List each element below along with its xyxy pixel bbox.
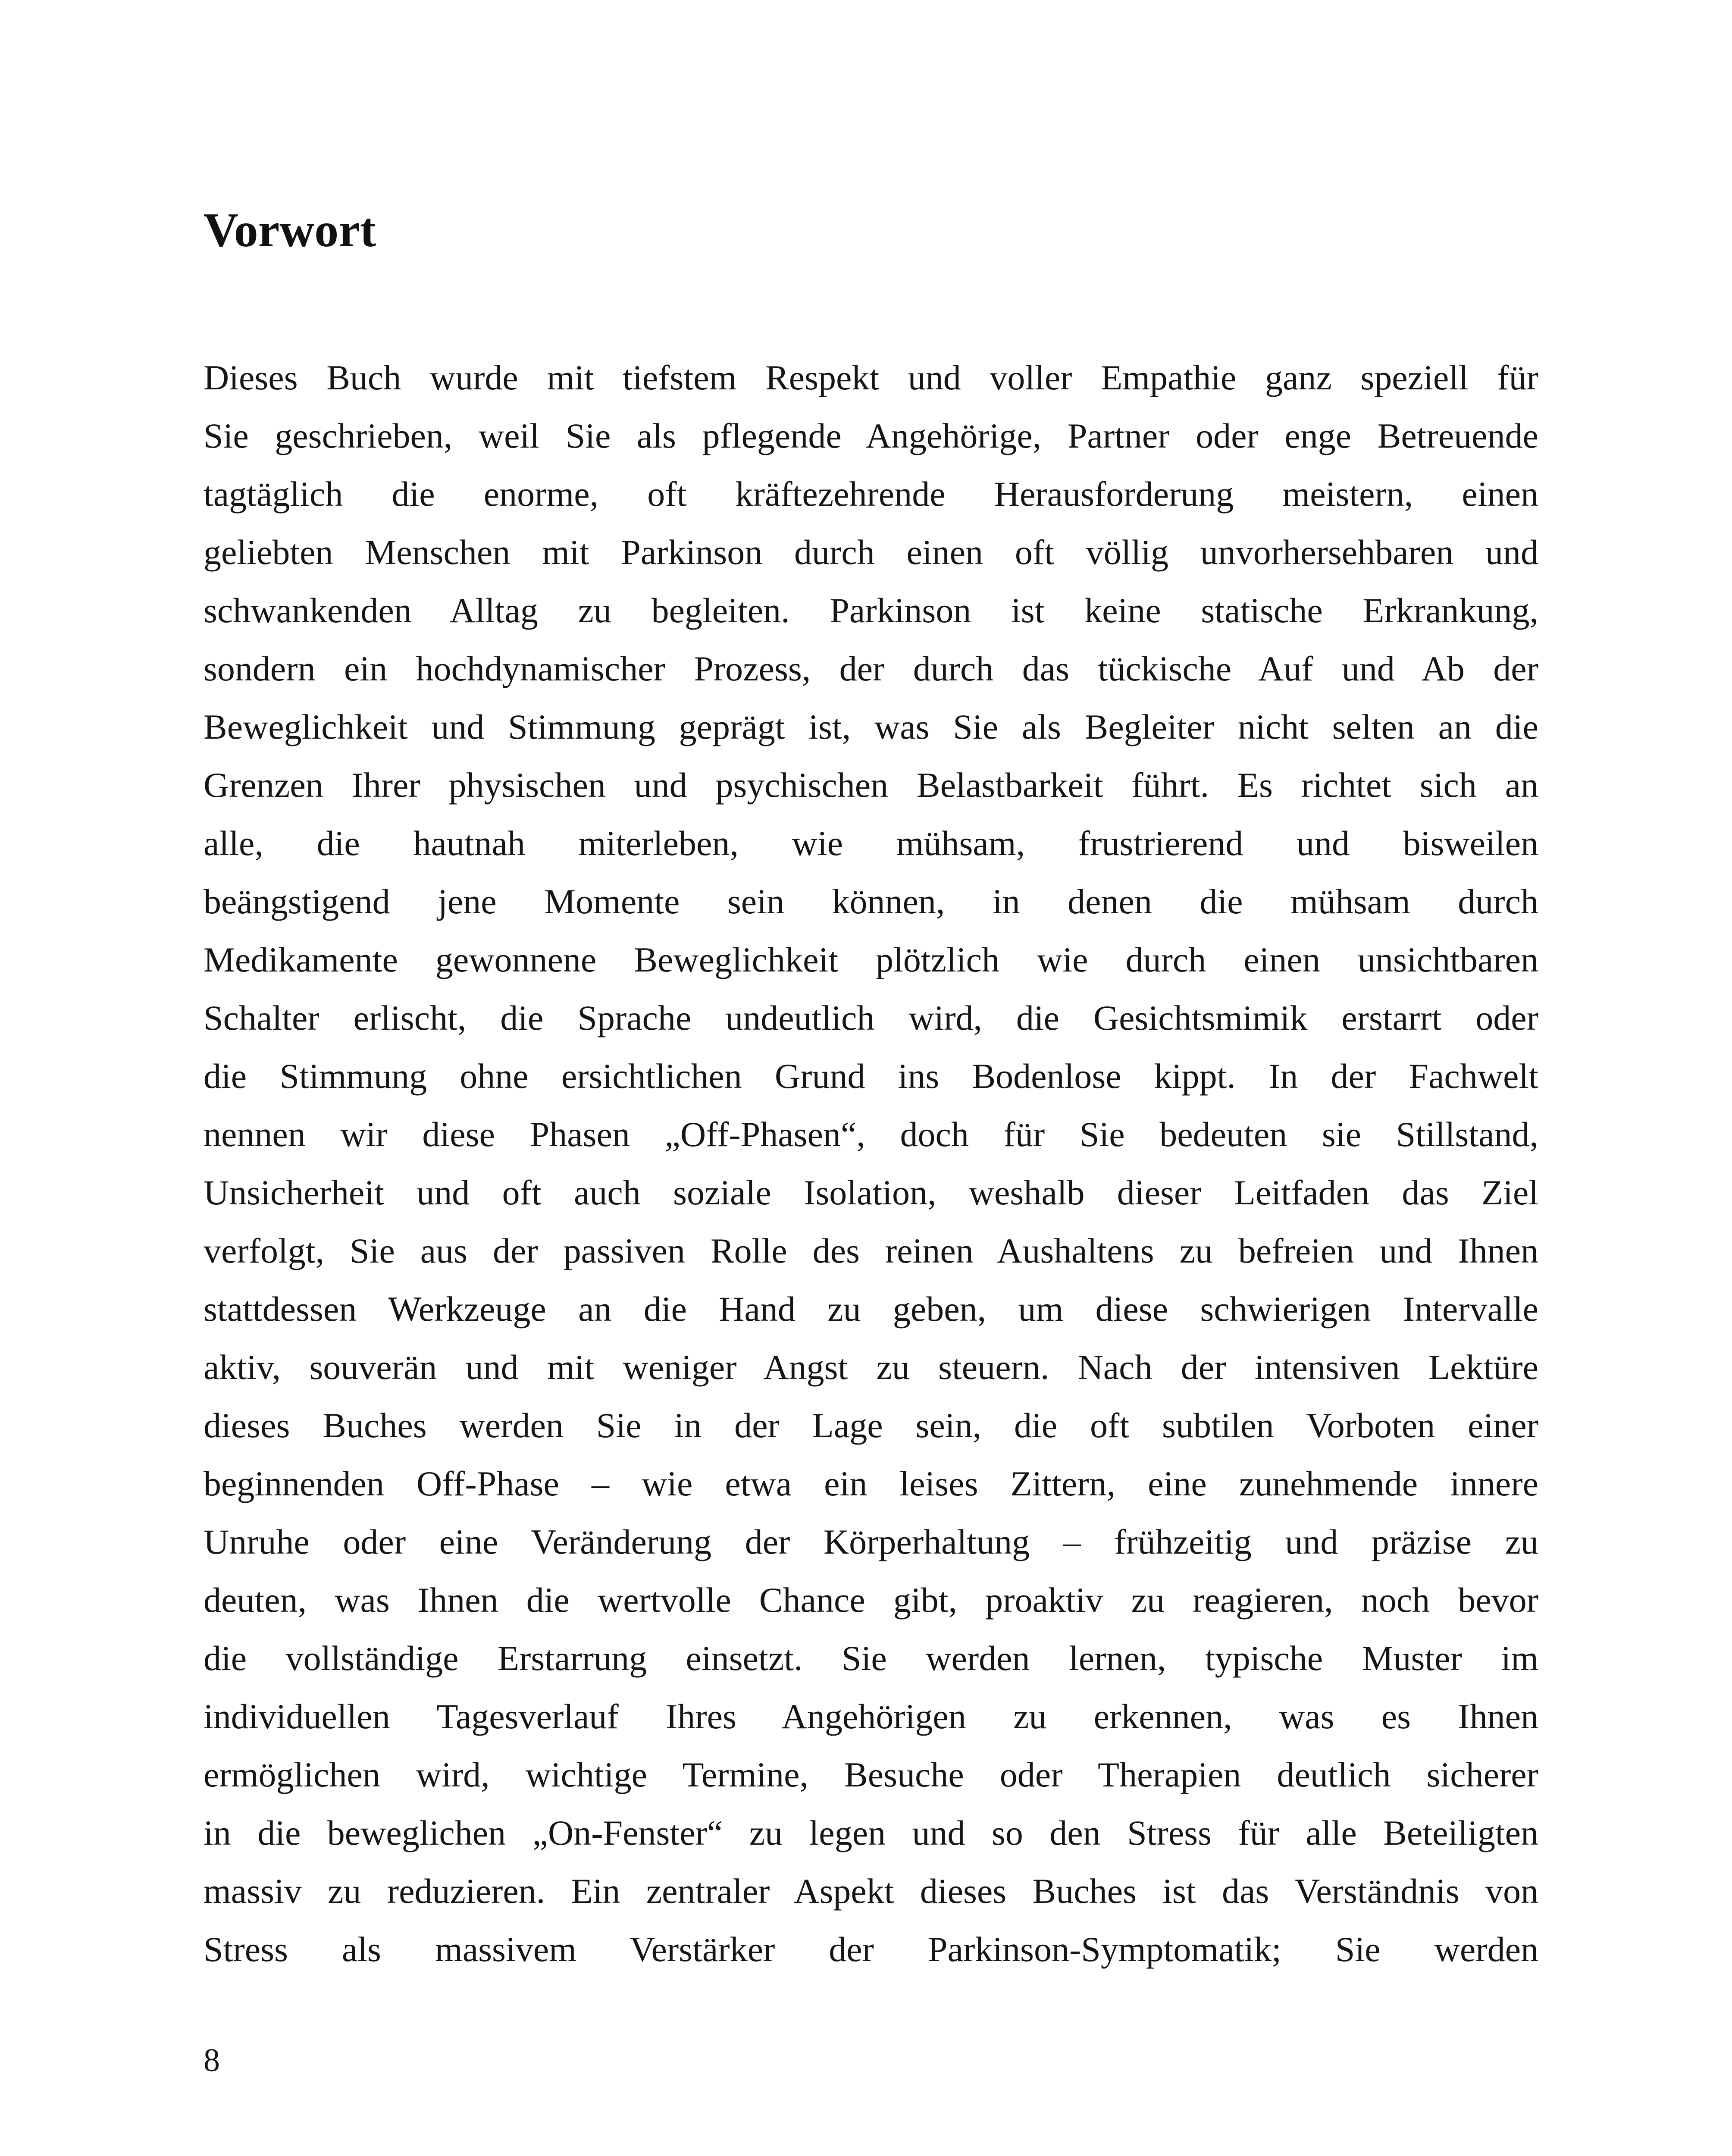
text-line: die Stimmung ohne ersichtlichen Grund ins Bodenlose kippt. In der Fachwelt — [204, 1056, 1538, 1096]
text-line: deuten, was Ihnen die wertvolle Chance gibt, proaktiv zu reagieren, noch bevor — [204, 1580, 1538, 1620]
text-line: Unruhe oder eine Veränderung der Körperhaltung – frühzeitig und präzise zu — [204, 1522, 1538, 1561]
text-line: beginnenden Off-Phase – wie etwa ein leises Zittern, eine zunehmende innere — [204, 1464, 1538, 1503]
text-line: nennen wir diese Phasen „Off-Phasen“, doch für Sie bedeuten sie Stillstand, — [204, 1115, 1538, 1154]
text-line: geliebten Menschen mit Parkinson durch einen oft völlig unvorhersehbaren und — [204, 533, 1538, 572]
text-line: massiv zu reduzieren. Ein zentraler Aspekt dieses Buches ist das Verständnis von — [204, 1871, 1538, 1911]
text-line: ermöglichen wird, wichtige Termine, Besuche oder Therapien deutlich sicherer — [204, 1755, 1538, 1794]
text-line: Medikamente gewonnene Beweglichkeit plötzlich wie durch einen unsichtbaren — [204, 940, 1538, 979]
text-line: dieses Buches werden Sie in der Lage sein, die oft subtilen Vorboten einer — [204, 1406, 1538, 1445]
text-line: Sie geschrieben, weil Sie als pflegende Angehörige, Partner oder enge Betreuende — [204, 416, 1538, 455]
text-line: Dieses Buch wurde mit tiefstem Respekt und voller Empathie ganz speziell für — [204, 358, 1538, 397]
text-line: tagtäglich die enorme, oft kräftezehrende Herausforderung meistern, einen — [204, 474, 1538, 514]
text-line: alle, die hautnah miterleben, wie mühsam, frustrierend und bisweilen — [204, 824, 1538, 863]
text-line: Unsicherheit und oft auch soziale Isolation, weshalb dieser Leitfaden das Ziel — [204, 1173, 1538, 1212]
text-line: in die beweglichen „On-Fenster“ zu legen und so den Stress für alle Beteiligten — [204, 1813, 1538, 1852]
text-line: beängstigend jene Momente sein können, in denen die mühsam durch — [204, 882, 1538, 921]
body-paragraph — [204, 348, 1538, 1978]
text-line: Grenzen Ihrer physischen und psychischen Belastbarkeit führt. Es richtet sich an — [204, 765, 1538, 805]
text-line: Beweglichkeit und Stimmung geprägt ist, was Sie als Begleiter nicht selten an die — [204, 707, 1538, 746]
text-line: aktiv, souverän und mit weniger Angst zu steuern. Nach der intensiven Lektüre — [204, 1348, 1538, 1387]
text-line: verfolgt, Sie aus der passiven Rolle des reinen Aushaltens zu befreien und Ihnen — [204, 1231, 1538, 1270]
chapter-heading: Vorwort — [204, 204, 376, 257]
text-line: die vollständige Erstarrung einsetzt. Sie werden lernen, typische Muster im — [204, 1639, 1538, 1678]
text-line: schwankenden Alltag zu begleiten. Parkinson ist keine statische Erkrankung, — [204, 591, 1538, 630]
page-number: 8 — [204, 2042, 220, 2078]
text-line: individuellen Tagesverlauf Ihres Angehörigen zu erkennen, was es Ihnen — [204, 1697, 1538, 1736]
text-line: sondern ein hochdynamischer Prozess, der durch das tückische Auf und Ab der — [204, 649, 1538, 688]
text-line: Stress als massivem Verstärker der Parkinson-Symptomatik; Sie werden — [204, 1930, 1538, 1969]
text-line: Schalter erlischt, die Sprache undeutlich wird, die Gesichtsmimik erstarrt oder — [204, 998, 1538, 1037]
text-line: stattdessen Werkzeuge an die Hand zu geben, um diese schwierigen Intervalle — [204, 1289, 1538, 1329]
